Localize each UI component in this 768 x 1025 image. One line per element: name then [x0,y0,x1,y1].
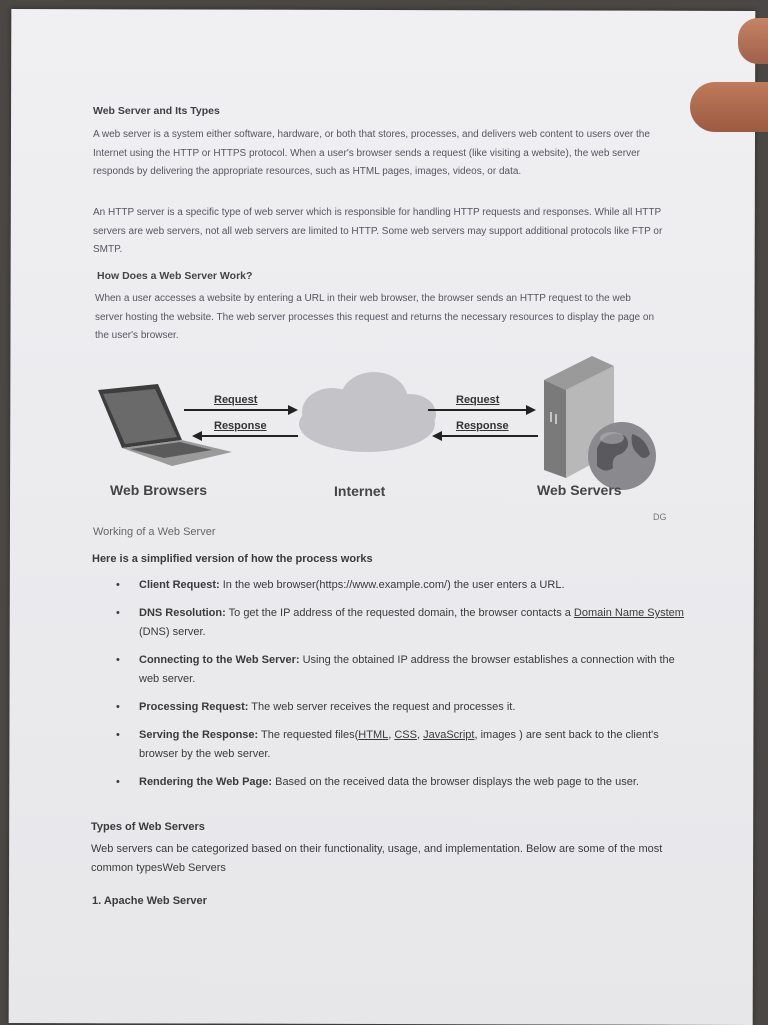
css-link[interactable]: CSS [394,729,417,741]
list-item: • Client Request: In the web browser(https://www.example.com/) the user enters a URL. [116,579,565,591]
list-item: • Processing Request: The web server receives the request and processes it. [116,701,516,713]
section-heading-types: Types of Web Servers [91,821,205,833]
process-intro: Here is a simplified version of how the process works [92,553,373,565]
list-item: • Connecting to the Web Server: Using the obtained IP address the browser establishes a connection with the web server. [116,654,675,685]
globe-icon [588,422,656,490]
page-title: Web Server and Its Types [93,105,220,117]
intro-paragraph-2: An HTTP server is a specific type of web server which is responsible for handling HTTP requests and responses. While all HTTP servers are web servers, not all web servers are limited to HTTP. Some web servers may support additional protocols like FTP or SMTP. [93,207,663,255]
response-label-left: Response [214,420,267,432]
diagram-caption: Working of a Web Server [93,526,216,538]
html-link[interactable]: HTML [358,729,389,741]
web-browsers-label: Web Browsers [110,482,207,498]
web-servers-label: Web Servers [537,482,622,498]
javascript-link[interactable]: JavaScript [423,729,475,741]
list-item: • Serving the Response: The requested files(HTML, CSS, JavaScript, images ) are sent back to the client's browser by the web server. [116,729,659,760]
types-paragraph: Web servers can be categorized based on their functionality, usage, and implementation. Below are some of the most common typesWeb Servers [91,843,663,874]
process-steps-list [92,576,692,801]
request-label-left: Request [214,394,258,406]
first-type-heading: 1. Apache Web Server [92,895,207,907]
cloud-icon [299,372,436,452]
response-label-right: Response [456,420,509,432]
list-item: • Rendering the Web Page: Based on the received data the browser displays the web page to the user. [116,776,639,788]
watermark-label: DG [653,512,667,522]
request-label-right: Request [456,394,500,406]
intro-paragraph-1: A web server is a system either software, hardware, or both that stores, processes, and delivers web content to users over the Internet using the HTTP or HTTPS protocol. When a user's browser sends a request (like visiting a website), the web server responds by delivering the appropriate resources, such as HTML pages, images, videos, or data. [93,129,650,177]
list-item: • DNS Resolution: To get the IP address of the requested domain, the browser contacts a Domain Name System (DNS) server. [116,607,684,638]
how-paragraph: When a user accesses a website by entering a URL in their web browser, the browser sends an HTTP request to the web server hosting the website. The web server processes this request and returns the necessary resources to display the page on the user's browser. [95,293,655,341]
dns-link[interactable]: Domain Name System [573,607,684,619]
laptop-icon [98,384,232,466]
web-server-diagram [92,352,672,522]
internet-label: Internet [334,483,386,499]
section-heading-how: How Does a Web Server Work? [97,270,253,282]
